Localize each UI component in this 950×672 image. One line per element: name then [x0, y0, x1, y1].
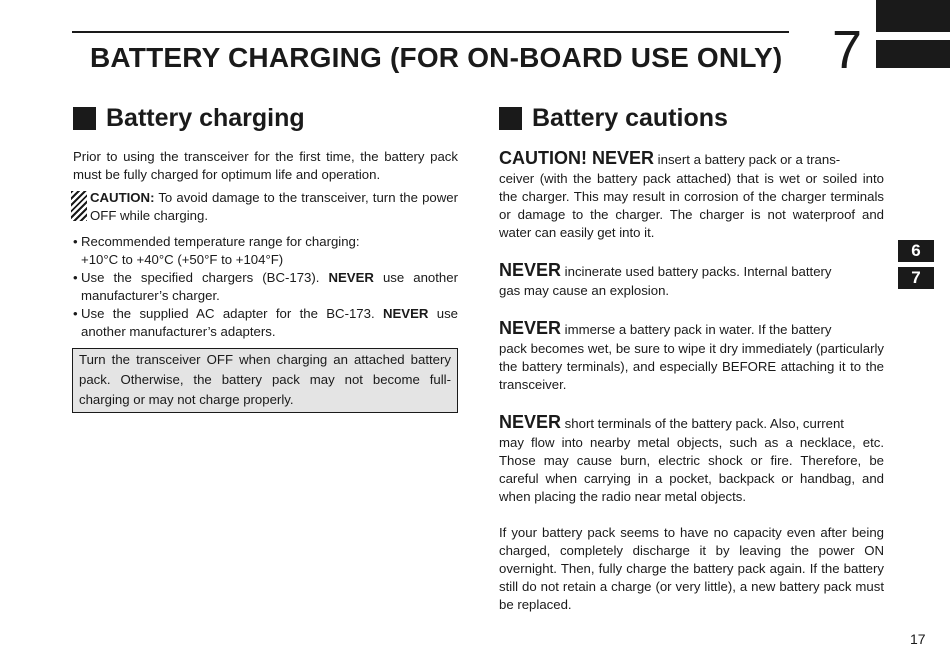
section-heading-cautions [499, 104, 728, 133]
never-emphasis: NEVER [382, 306, 429, 321]
paragraph-text: ceiver (with the battery pack attached) that is wet or soiled into the charger. This may result in corrosion of the charger terminals or damage to the charger. The charger is not waterproof and water can easily get into it. [499, 171, 884, 240]
caution-block [73, 189, 458, 225]
caution-hatch-icon [71, 191, 87, 221]
list-item [73, 305, 458, 341]
paragraph-text: immerse a battery pack in water. If the battery [561, 322, 832, 337]
never-emphasis: NEVER [328, 270, 374, 285]
section-heading-charging [73, 104, 305, 133]
list-item-text: use another manufacturer’s charger. [81, 270, 458, 303]
paragraph-text: may flow into nearby metal objects, such as a necklace, etc. Those may cause burn, electric shock or fire. Therefore, be careful when carrying in a pocket, backpack or handbag, and when placing the radio near metal objects. [499, 435, 884, 504]
caution-paragraph-1 [499, 148, 884, 242]
paragraph-text: pack becomes wet, be sure to wipe it dry immediately (particularly the battery terminals), and especially BEFORE attaching it to the transceiver. [499, 341, 884, 392]
never-lead: NEVER [499, 412, 562, 432]
square-bullet-icon [73, 107, 96, 130]
left-column [73, 148, 458, 341]
paragraph-text: insert a battery pack or a trans- [654, 152, 841, 167]
page-title: BATTERY CHARGING (FOR ON-BOARD USE ONLY) [90, 42, 783, 73]
list-item-text: Use the supplied AC adapter for the BC-173. [81, 306, 383, 321]
paragraph-text: gas may cause an explosion. [499, 283, 670, 298]
section-heading-text: Battery cautions [532, 104, 728, 132]
intro-paragraph: Prior to using the transceiver for the first time, the battery pack must be fully charged for optimum life and operation. [73, 149, 458, 182]
square-bullet-icon [499, 107, 522, 130]
thumb-tab-bar-current [876, 40, 950, 68]
caution-paragraph-3 [499, 318, 884, 394]
thumb-tab-bar-top [876, 0, 950, 32]
charging-list [73, 233, 458, 341]
list-item-text: Use the specified chargers (BC-173). [81, 270, 329, 285]
header-rule [72, 31, 789, 33]
section-heading-text: Battery charging [106, 104, 305, 132]
list-item-text: Recommended temperature range for charging: [81, 234, 360, 249]
caution-label: CAUTION: [90, 190, 155, 205]
never-lead: NEVER [499, 260, 562, 280]
capacity-paragraph: If your battery pack seems to have no capacity even after being charged, completely discharge it by leaving the power ON overnight. Then, fully charge the battery pack again. If the battery still do not retain a charge (or very little), a new battery pack must be replaced. [499, 525, 884, 612]
list-item [73, 269, 458, 305]
list-item-text: use another manufacturer’s adapters. [81, 306, 458, 339]
caution-text: To avoid damage to the transceiver, turn the power OFF while charging. [90, 190, 458, 223]
note-box: Turn the transceiver OFF when charging an attached battery pack. Otherwise, the battery pack may not become full-charging or may not charge properly. [72, 348, 458, 413]
caution-paragraph-4 [499, 412, 884, 506]
never-lead: NEVER [499, 318, 562, 338]
caution-lead: CAUTION! NEVER [499, 148, 655, 168]
list-item [73, 233, 458, 269]
page-number: 17 [910, 631, 926, 647]
list-item-text: +10°C to +40°C (+50°F to +104°F) [81, 252, 284, 267]
right-column [499, 148, 884, 632]
chapter-number: 7 [832, 20, 863, 80]
side-tab-6: 6 [898, 240, 934, 262]
paragraph-text: incinerate used battery packs. Internal battery [561, 264, 832, 279]
caution-paragraph-2 [499, 260, 884, 300]
paragraph-text: short terminals of the battery pack. Also, current [561, 416, 844, 431]
side-tab-7: 7 [898, 267, 934, 289]
